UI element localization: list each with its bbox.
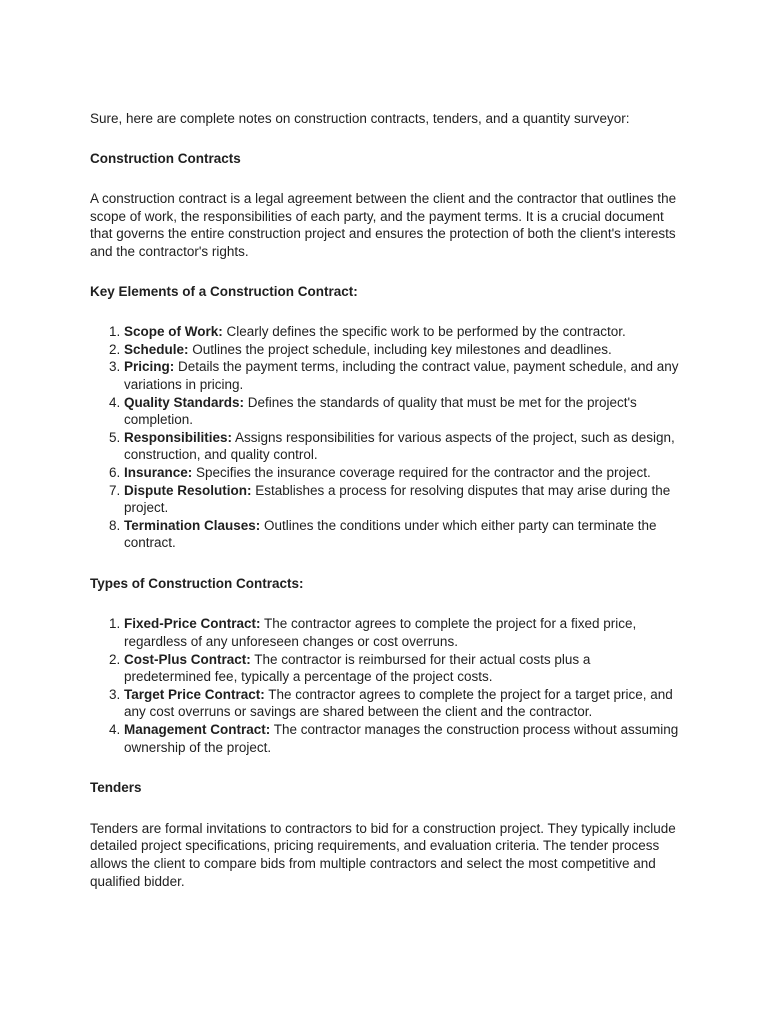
list-item-term: Insurance: <box>124 464 193 480</box>
list-item-text: Specifies the insurance coverage required for the contractor and the project. <box>192 464 651 480</box>
list-item <box>124 482 680 517</box>
list-item-term: Cost-Plus Contract: <box>124 651 251 667</box>
list-item <box>124 615 680 650</box>
list-item-term: Termination Clauses: <box>124 517 261 533</box>
intro-text: Sure, here are complete notes on construction contracts, tenders, and a quantity surveyor: <box>90 111 630 126</box>
list-item <box>124 721 680 756</box>
list-item-term: Pricing: <box>124 359 175 375</box>
list-item-text: The contractor agrees to complete the project for a fixed price, regardless of any unforeseen changes or cost overruns. <box>124 616 637 650</box>
list-item <box>124 429 680 464</box>
construction-contracts-paragraph: A construction contract is a legal agreement between the client and the contractor that outlines the scope of work, the responsibilities of each party, and the payment terms. It is a crucial document that governs the entire construction project and ensures the protection of both the client's interests and the contractor's rights. <box>90 191 677 259</box>
list-item-term: Dispute Resolution: <box>124 482 252 498</box>
key-elements-list <box>90 323 680 552</box>
list-item <box>124 651 680 686</box>
list-item-term: Schedule: <box>124 341 189 357</box>
tenders-paragraph: Tenders are formal invitations to contractors to bid for a construction project. They typically include detailed project specifications, pricing requirements, and evaluation criteria. The tender process allows the client to compare bids from multiple contractors and select the most competitive and qualified bidder. <box>90 820 676 889</box>
list-item-term: Management Contract: <box>124 722 271 738</box>
list-item-text: Assigns responsibilities for various aspects of the project, such as design, construction, and quality control. <box>124 429 675 463</box>
list-item-term: Scope of Work: <box>124 324 223 340</box>
list-item <box>124 358 680 393</box>
list-item-term: Target Price Contract: <box>124 686 265 702</box>
list-item <box>124 464 680 482</box>
section-heading-contract-types: Types of Construction Contracts: <box>90 575 304 591</box>
section-heading-key-elements: Key Elements of a Construction Contract: <box>90 283 358 299</box>
section-heading-construction-contracts: Construction Contracts <box>90 150 241 166</box>
list-item-text: Defines the standards of quality that must be met for the project's completion. <box>124 394 637 428</box>
list-item-term: Quality Standards: <box>124 394 245 410</box>
list-item-text: Outlines the project schedule, including key milestones and deadlines. <box>188 341 612 357</box>
contract-types-list <box>90 615 680 756</box>
list-item-text: Clearly defines the specific work to be performed by the contractor. <box>222 324 626 340</box>
section-heading-tenders: Tenders <box>90 780 142 796</box>
list-item <box>124 686 680 721</box>
list-item <box>124 394 680 429</box>
list-item-text: Establishes a process for resolving disputes that may arise during the project. <box>124 482 671 516</box>
list-item <box>124 323 680 341</box>
document-body <box>90 110 680 912</box>
list-item-term: Responsibilities: <box>124 429 233 445</box>
list-item-text: The contractor is reimbursed for their actual costs plus a predetermined fee, typically a percentage of the project costs. <box>124 651 591 685</box>
list-item-text: Details the payment terms, including the contract value, payment schedule, and any variations in pricing. <box>124 359 679 392</box>
list-item-text: Outlines the conditions under which either party can terminate the contract. <box>124 517 657 551</box>
list-item <box>124 341 680 359</box>
list-item-term: Fixed-Price Contract: <box>124 616 261 632</box>
list-item <box>124 517 680 552</box>
list-item-text: The contractor manages the construction process without assuming ownership of the project. <box>124 722 679 755</box>
list-item-text: The contractor agrees to complete the project for a target price, and any cost overruns or savings are shared between the client and the contractor. <box>124 686 673 720</box>
